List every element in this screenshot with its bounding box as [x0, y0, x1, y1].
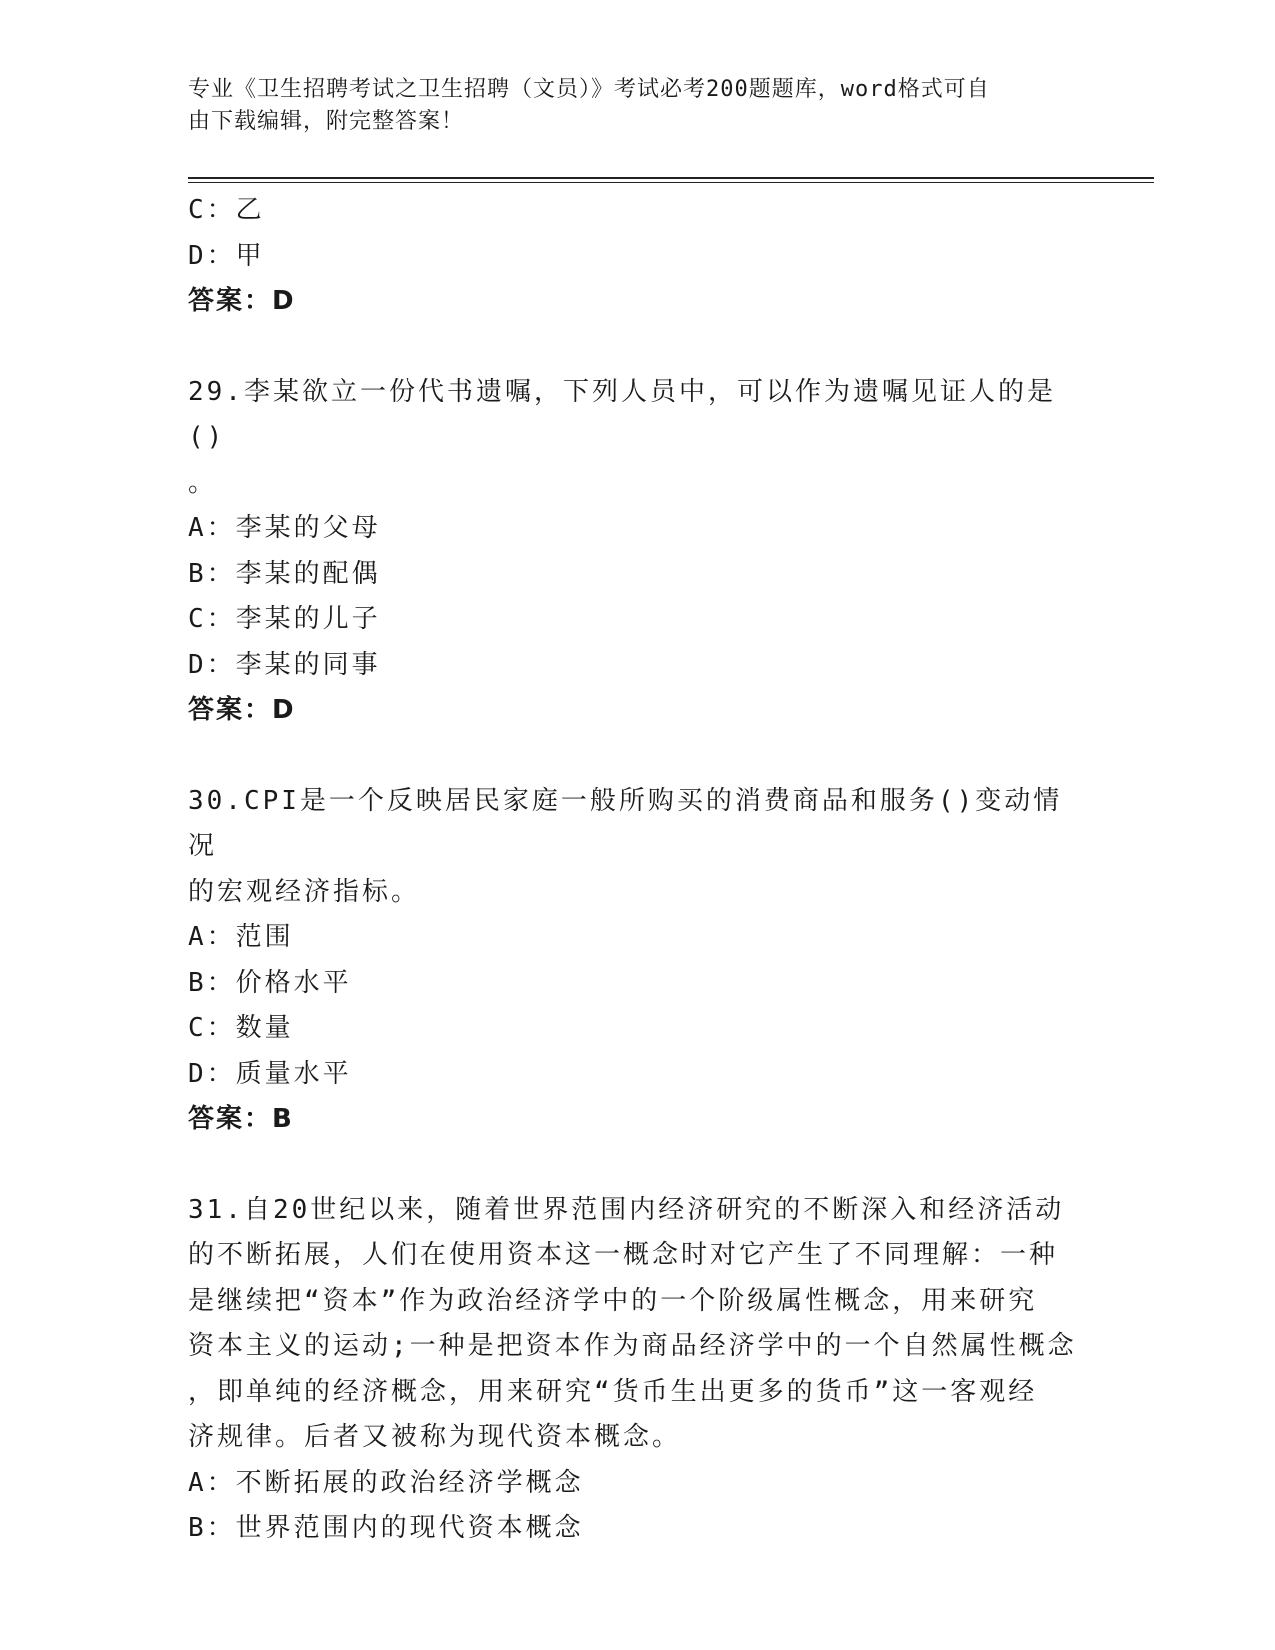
- question-stem-line: 的不断拓展，人们在使用资本这一概念时对它产生了不同理解：一种: [188, 1240, 1059, 1270]
- answer-line: 答案：B: [188, 1104, 294, 1134]
- question-stem-line: 31.自20世纪以来，随着世界范围内经济研究的不断深入和经济活动: [188, 1194, 1065, 1225]
- option-c: C：乙: [188, 195, 265, 225]
- header-rule-thin: [188, 182, 1154, 183]
- option-d: D：甲: [188, 240, 265, 271]
- option-c: C：李某的儿子: [188, 604, 381, 634]
- option-a: A：不断拓展的政治经济学概念: [188, 1467, 584, 1498]
- document-header: [188, 74, 1068, 138]
- header-rule-thick: [188, 177, 1154, 179]
- question-29: [188, 370, 1088, 734]
- option-b: B：价格水平: [188, 967, 352, 998]
- answer-line: 答案：D: [188, 695, 296, 725]
- option-d: D：质量水平: [188, 1058, 352, 1089]
- question-content: [188, 188, 1088, 1552]
- prev-question-tail: [188, 188, 1088, 325]
- question-stem-line: ，即单纯的经济概念，用来研究“货币生出更多的货币”这一客观经: [188, 1376, 1038, 1407]
- question-stem-line: 资本主义的运动;一种是把资本作为商品经济学中的一个自然属性概念: [188, 1331, 1077, 1361]
- question-31: [188, 1188, 1088, 1552]
- question-stem-line: 的宏观经济指标。: [188, 876, 421, 907]
- question-30: [188, 779, 1088, 1143]
- option-c: C：数量: [188, 1013, 294, 1043]
- question-stem-line: 。: [188, 467, 218, 498]
- header-line-2: 由下载编辑，附完整答案！: [188, 109, 465, 134]
- option-a: A：李某的父母: [188, 513, 381, 543]
- option-b: B：世界范围内的现代资本概念: [188, 1513, 584, 1543]
- option-b: B：李某的配偶: [188, 558, 381, 589]
- spacer: [188, 325, 1088, 370]
- header-line-1: 专业《卫生招聘考试之卫生招聘（文员）》考试必考200题题库，word格式可自: [188, 77, 990, 102]
- option-a: A：范围: [188, 922, 294, 952]
- question-stem-line: 是继续把“资本”作为政治经济学中的一个阶级属性概念，用来研究: [188, 1285, 1038, 1316]
- question-stem-line: 29.李某欲立一份代书遗嘱，下列人员中，可以作为遗嘱见证人的是(): [188, 376, 1056, 452]
- answer-line: 答案：D: [188, 286, 296, 316]
- option-d: D：李某的同事: [188, 649, 381, 680]
- question-stem-line: 济规律。后者又被称为现代资本概念。: [188, 1422, 682, 1452]
- question-stem-line: 30.CPI是一个反映居民家庭一般所购买的消费商品和服务()变动情况: [188, 785, 1063, 861]
- spacer: [188, 1143, 1088, 1188]
- spacer: [188, 734, 1088, 779]
